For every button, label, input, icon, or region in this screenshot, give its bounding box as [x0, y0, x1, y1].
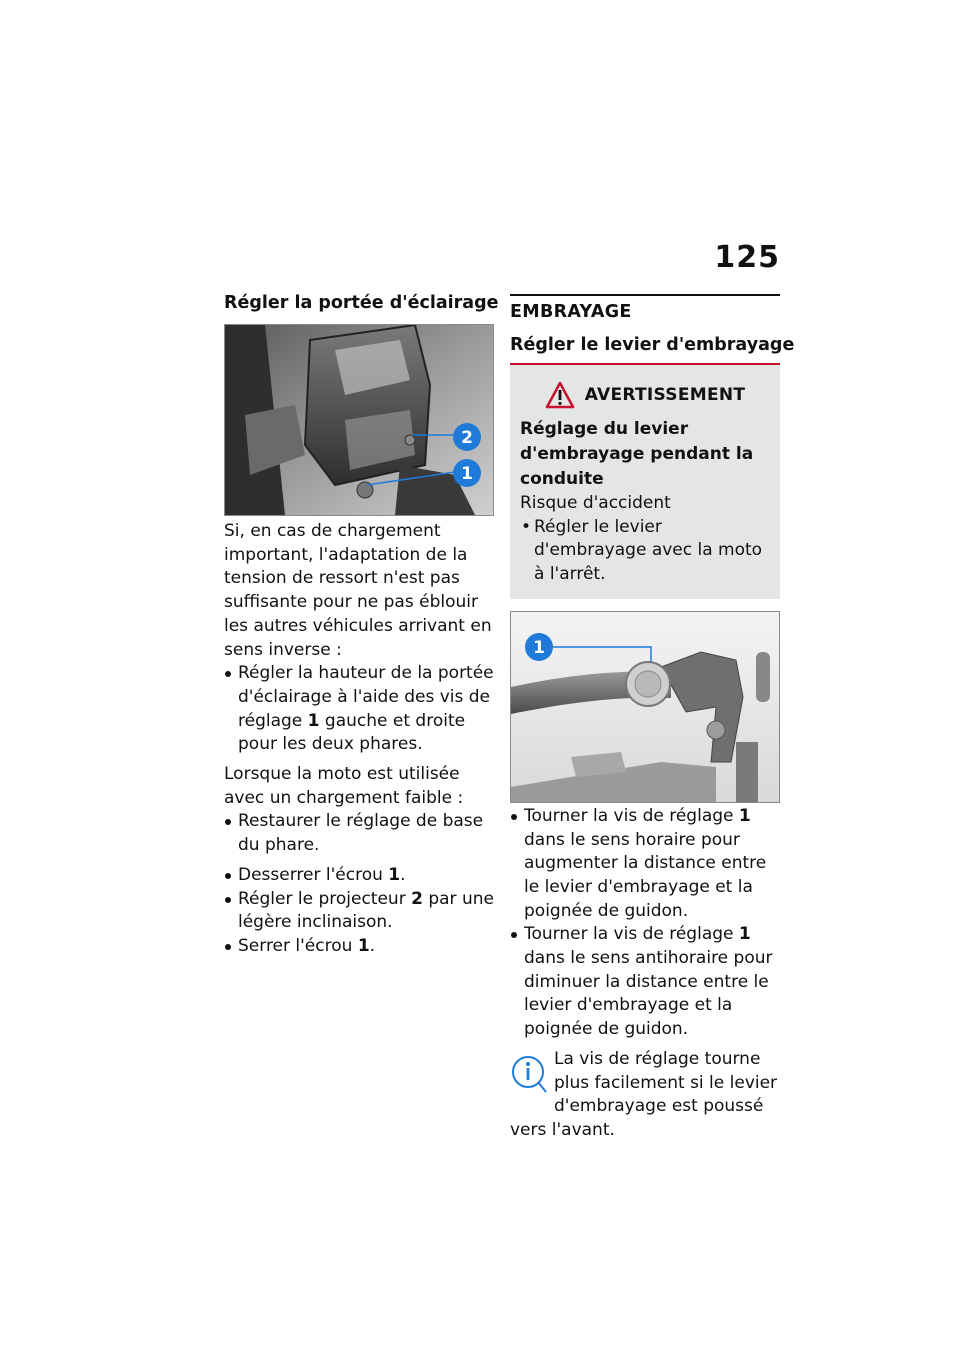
callout-2-label: 2 [461, 428, 473, 448]
list-item-tail: . [400, 864, 406, 885]
warning-subject: Réglage du levier d'embrayage pendant la conduite [520, 419, 754, 489]
list-item-text: Restaurer le réglage de base du phare. [238, 811, 484, 856]
headlight-illustration [225, 325, 493, 515]
ref-number: 1 [738, 924, 751, 945]
warning-bullet-text: Régler le levier d'embrayage avec la moto à l'arrêt. [534, 516, 763, 585]
ref-number: 1 [307, 710, 320, 731]
section-heading-headlight-range: Régler la portée d'éclairage [224, 293, 499, 313]
list-item [224, 662, 496, 757]
bullet-list-1 [224, 662, 496, 757]
list-item-tail: dans le sens horaire pour augmenter la distance entre le levier d'embrayage et la poignée de guidon. [524, 829, 767, 921]
ref-number: 1 [388, 864, 401, 885]
list-item-text: Régler la hauteur de la portée d'éclairage à l'aide des vis de réglage [238, 663, 494, 731]
left-column [224, 290, 499, 959]
list-item [510, 923, 780, 1042]
headlight-figure [224, 324, 494, 516]
list-item [224, 864, 496, 888]
list-item-tail: par une légère inclinaison. [238, 888, 494, 933]
list-item-text: Desserrer l'écrou [238, 864, 383, 885]
list-item [224, 810, 496, 857]
list-item-text: Régler le projecteur [238, 888, 406, 909]
info-note [510, 1048, 780, 1143]
warning-bullet: • Régler le levier d'embrayage avec la moto à l'arrêt. [521, 516, 763, 585]
warning-box [510, 365, 780, 599]
warning-triangle-icon [545, 381, 575, 409]
list-item-tail: dans le sens antihoraire pour diminuer la distance entre le levier d'embrayage et la poignée de guidon. [524, 948, 773, 1040]
intro-paragraph: Si, en cas de chargement important, l'adaptation de la tension de ressort n'est pas suffisante pour ne pas éblouir les autres véhicules arrivant en sens inverse : [224, 521, 492, 660]
subsection-heading: Régler le levier d'embrayage [510, 335, 795, 355]
list-item-text: Tourner la vis de réglage [524, 805, 734, 826]
note-text: La vis de réglage tourne plus facilement si le levier d'embrayage est poussé vers l'avant. [510, 1048, 778, 1140]
bullet-list-3 [224, 864, 496, 959]
list-item-text: Serrer l'écrou [238, 935, 353, 956]
light-load-paragraph: Lorsque la moto est utilisée avec un chargement faible : [224, 764, 464, 808]
right-column [510, 294, 795, 1143]
clutch-bullet-list [510, 805, 780, 1042]
warning-title: AVERTISSEMENT [584, 385, 746, 405]
section-title: EMBRAYAGE [510, 302, 632, 322]
list-item [224, 888, 496, 935]
list-item [510, 805, 780, 924]
section-divider [510, 294, 780, 296]
clutch-lever-figure [510, 611, 780, 803]
warning-header [520, 377, 770, 413]
list-item-text: Tourner la vis de réglage [524, 924, 734, 945]
clutch-lever-illustration [511, 612, 779, 802]
info-note-icon [510, 1050, 550, 1096]
callout-1-label: 1 [533, 637, 545, 658]
ref-number: 2 [411, 888, 423, 909]
callout-1-label: 1 [461, 464, 473, 484]
page-number: 125 [714, 240, 780, 275]
list-item [224, 935, 496, 959]
bullet-list-2 [224, 810, 496, 857]
ref-number: 1 [357, 935, 370, 956]
list-item-tail: gauche et droite pour les deux phares. [238, 710, 466, 755]
ref-number: 1 [738, 805, 751, 826]
warning-risk: Risque d'accident [520, 493, 671, 513]
list-item-tail: . [369, 935, 376, 956]
